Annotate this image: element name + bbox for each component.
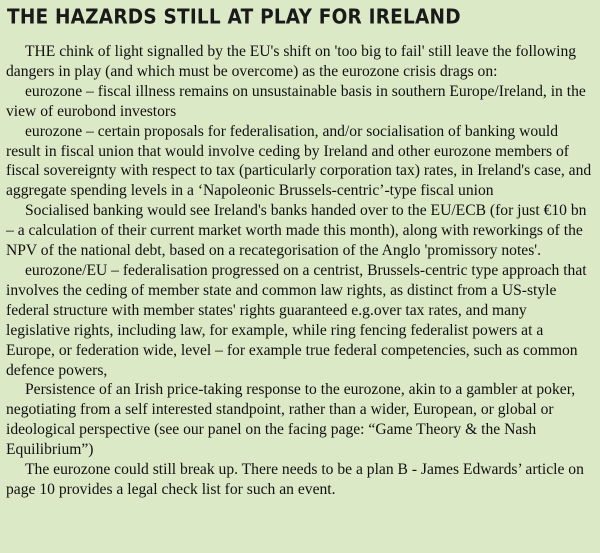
paragraph-fiscal-illness: eurozone – fiscal illness remains on unsustainable basis in southern Europe/Ireland, in the view of eurobond investors bbox=[6, 82, 586, 120]
article-body bbox=[6, 42, 594, 500]
paragraph-break-up: The eurozone could still break up. There needs to be a plan B - James Edwards’ article on page 10 provides a legal check list for such an event. bbox=[6, 461, 584, 498]
paragraph-eu-federalisation: eurozone/EU – federalisation progressed on a centrist, Brussels-centric type approach that involves the ceding of member state and common law rights, as distinct from a US-style federal structure with member states' rights guaranteed e.g.over tax rates, and many legislative rights, including law, for example, while ring fencing federalist powers at a Europe, or federation wide, level – for example true federal competencies, such as common defence powers, bbox=[6, 261, 587, 379]
article-title: THE HAZARDS STILL AT PLAY FOR IRELAND bbox=[7, 6, 461, 29]
paragraph-socialised-banking: Socialised banking would see Ireland's banks handed over to the EU/ECB (for just €10 bn – a calculation of their current market worth made this month), along with reworkings of the NPV of the national debt, based on a recategorisation of the Anglo 'promissory notes'. bbox=[6, 202, 587, 260]
paragraph-intro: THE chink of light signalled by the EU's shift on 'too big to fail' still leave the following dangers in play (and which must be overcome) as the eurozone crisis drags on: bbox=[6, 43, 577, 80]
paragraph-federalisation-proposals: eurozone – certain proposals for federalisation, and/or socialisation of banking would result in fiscal union that would involve ceding by Ireland and other eurozone members of fiscal sovereignty with respect to tax (particularly corporation tax) rates, in Ireland's case, and aggregate spending levels in a ‘Napoleonic Brussels-centric’-type fiscal union bbox=[6, 122, 592, 200]
paragraph-price-taking: Persistence of an Irish price-taking response to the eurozone, akin to a gambler at poker, negotiating from a self interested standpoint, rather than a wider, European, or global or ideological perspective (see our panel on the facing page: “Game Theory & the Nash Equilibrium”) bbox=[6, 381, 576, 459]
